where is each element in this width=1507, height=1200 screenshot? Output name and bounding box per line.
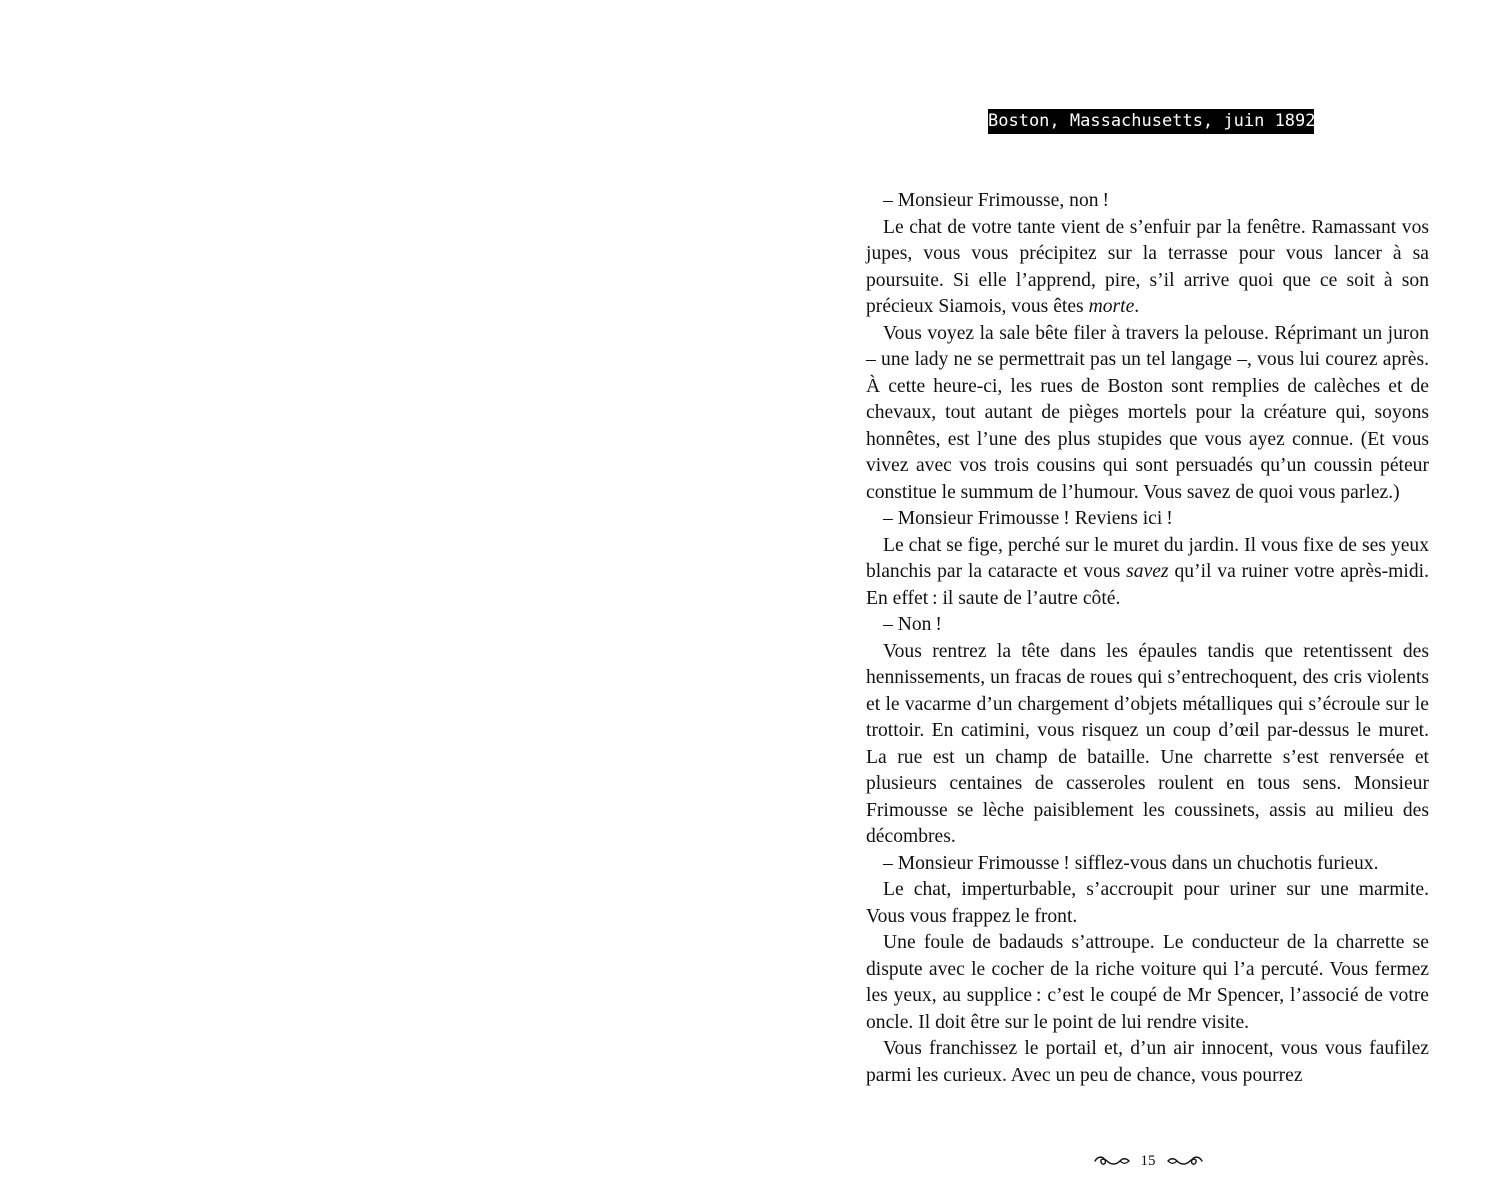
right-page: [753, 0, 1507, 1200]
body-paragraph: [866, 612, 1429, 639]
body-paragraph: [866, 321, 1429, 507]
paragraph-text: .: [1134, 296, 1140, 317]
body-paragraph: [866, 1036, 1429, 1089]
emphasized-text: savez: [1126, 561, 1169, 582]
paragraph-text: Vous voyez la sale bête filer à travers la pelouse. Réprimant un juron – une lady ne se permettrait pas un tel langage –, vous lui courez après. À cette heure-ci, les rues de Boston sont remplies de calèches et de chevaux, tout autant de pièges mortels pour la créature qui, soyons honnêtes, est l’une des plus stupides que vous ayez connue. (Et vous vivez avec vos trois cousins qui sont persuadés qu’un coussin péteur constitue le summum de l’humour. Vous savez de quoi vous parlez.): [866, 322, 1429, 503]
left-page-blank: [0, 0, 753, 1200]
body-paragraph: [866, 215, 1429, 321]
body-paragraph: [866, 851, 1429, 878]
paragraph-text: Le chat de votre tante vient de s’enfuir par la fenêtre. Ramassant vos jupes, vous vous précipitez sur la terrasse pour vous lancer à sa poursuite. Si elle l’apprend, pire, s’il arrive quoi que ce soit à son précieux Siamois, vous êtes: [866, 216, 1429, 317]
swirl-ornament-icon: [1093, 1154, 1131, 1168]
paragraph-text: Le chat se fige, perché sur le muret du jardin. Il vous fixe de ses yeux blanchis par la cataracte et vous: [866, 534, 1429, 582]
body-paragraph: [866, 930, 1429, 1036]
swirl-ornament-icon: [1166, 1154, 1204, 1168]
body-paragraph: [866, 506, 1429, 533]
paragraph-text: Une foule de badauds s’attroupe. Le conducteur de la charrette se dispute avec le cocher de la riche voiture qui l’a percuté. Vous fermez les yeux, au supplice : c’est le coupé de Mr Spencer, l’associé de votre oncle. Il doit être sur le point de lui rendre visite.: [866, 932, 1429, 1033]
paragraph-text: qu’il va ruiner votre après-midi. En effet : il saute de l’autre côté.: [866, 561, 1429, 609]
paragraph-text: Vous franchissez le portail et, d’un air innocent, vous vous faufilez parmi les curieux. Avec un peu de chance, vous pourrez: [866, 1038, 1429, 1086]
paragraph-text: Vous rentrez la tête dans les épaules tandis que retentissent des hennissements, un fracas de roues qui s’entrechoquent, des cris violents et le vacarme d’un chargement d’objets métalliques qui s’écroule sur le trottoir. En catimini, vous risquez un coup d’œil par-dessus le muret. La rue est un champ de bataille. Une charrette s’est renversée et plusieurs centaines de casseroles roulent en tous sens. Monsieur Frimousse se lèche paisiblement les coussinets, assis au milieu des décombres.: [866, 640, 1429, 847]
paragraph-text: – Monsieur Frimousse, non !: [883, 190, 1109, 211]
paragraph-text: – Monsieur Frimousse ! Reviens ici !: [883, 508, 1173, 529]
paragraph-text: – Monsieur Frimousse ! sifflez-vous dans un chuchotis furieux.: [883, 852, 1379, 874]
body-paragraph: [866, 533, 1429, 613]
emphasized-text: morte: [1088, 296, 1135, 317]
page-footer: [1083, 1149, 1213, 1173]
paragraph-text: – Non !: [883, 614, 942, 635]
body-paragraph: [866, 639, 1429, 851]
body-paragraph: [866, 188, 1429, 215]
chapter-place-date-label: Boston, Massachusetts, juin 1892: [988, 109, 1314, 134]
paragraph-text: Le chat, imperturbable, s’accroupit pour uriner sur une marmite. Vous vous frappez le front.: [866, 879, 1429, 927]
body-text: [866, 188, 1429, 1089]
body-paragraph: [866, 877, 1429, 930]
page-number: 15: [1140, 1153, 1156, 1169]
